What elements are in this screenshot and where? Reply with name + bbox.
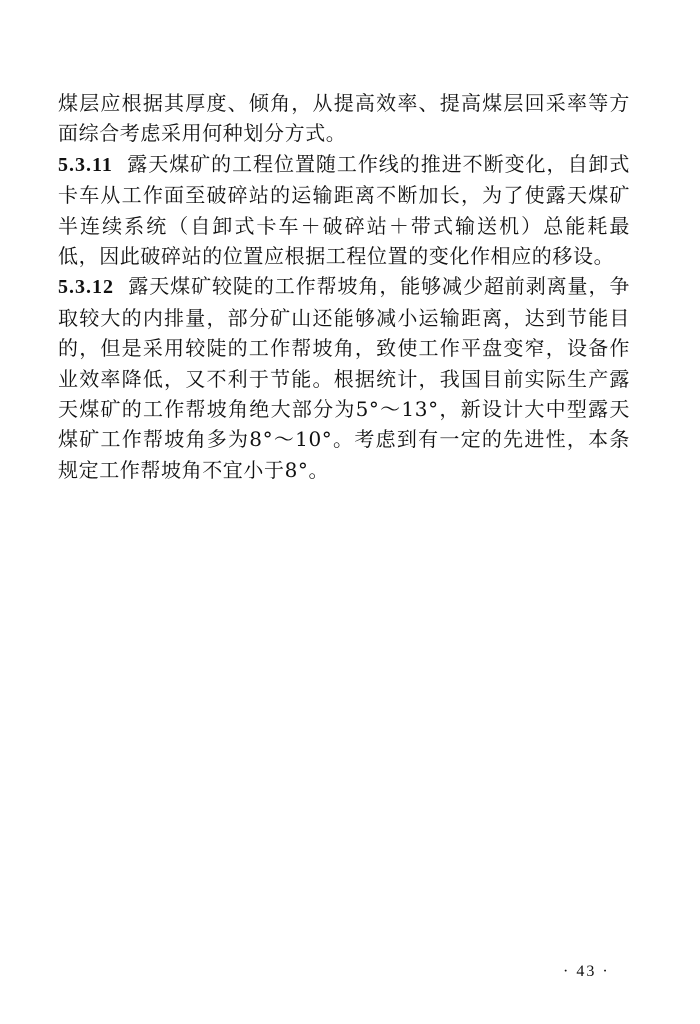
clause-text: 露天煤矿的工程位置随工作线的推进不断变化，自卸式卡车从工作面至破碎站的运输距离不断加长，为了使露天煤矿半连续系统（自卸式卡车＋破碎站＋带式输送机）总能耗最低，因此破碎站的位置应根据工程位置的变化作相应的移设。 <box>58 151 630 269</box>
page-number: · 43 · <box>563 963 610 980</box>
page-body <box>58 88 630 485</box>
clause-text: 露天煤矿较陡的工作帮坡角，能够减少超前剥离量，争取较大的内排量，部分矿山还能够减小运输距离，达到节能目的，但是采用较陡的工作帮坡角，致使工作平盘变窄，设备作业效率降低，又不利于节能。根据统计，我国目前实际生产露天煤矿的工作帮坡角绝大部分为5°～13°，新设计大中型露天煤矿工作帮坡角多为8°～10°。考虑到有一定的先进性，本条规定工作帮坡角不宜小于8°。 <box>58 274 630 482</box>
paragraph-intro-text: 煤层应根据其厚度、倾角，从提高效率、提高煤层回采率等方面综合考虑采用何种划分方式。 <box>58 91 630 146</box>
paragraph-intro <box>58 88 630 149</box>
clause-5-3-11 <box>58 149 630 272</box>
clause-5-3-12 <box>58 271 630 485</box>
clause-number: 5.3.12 <box>58 276 114 299</box>
clause-number: 5.3.11 <box>58 153 113 176</box>
